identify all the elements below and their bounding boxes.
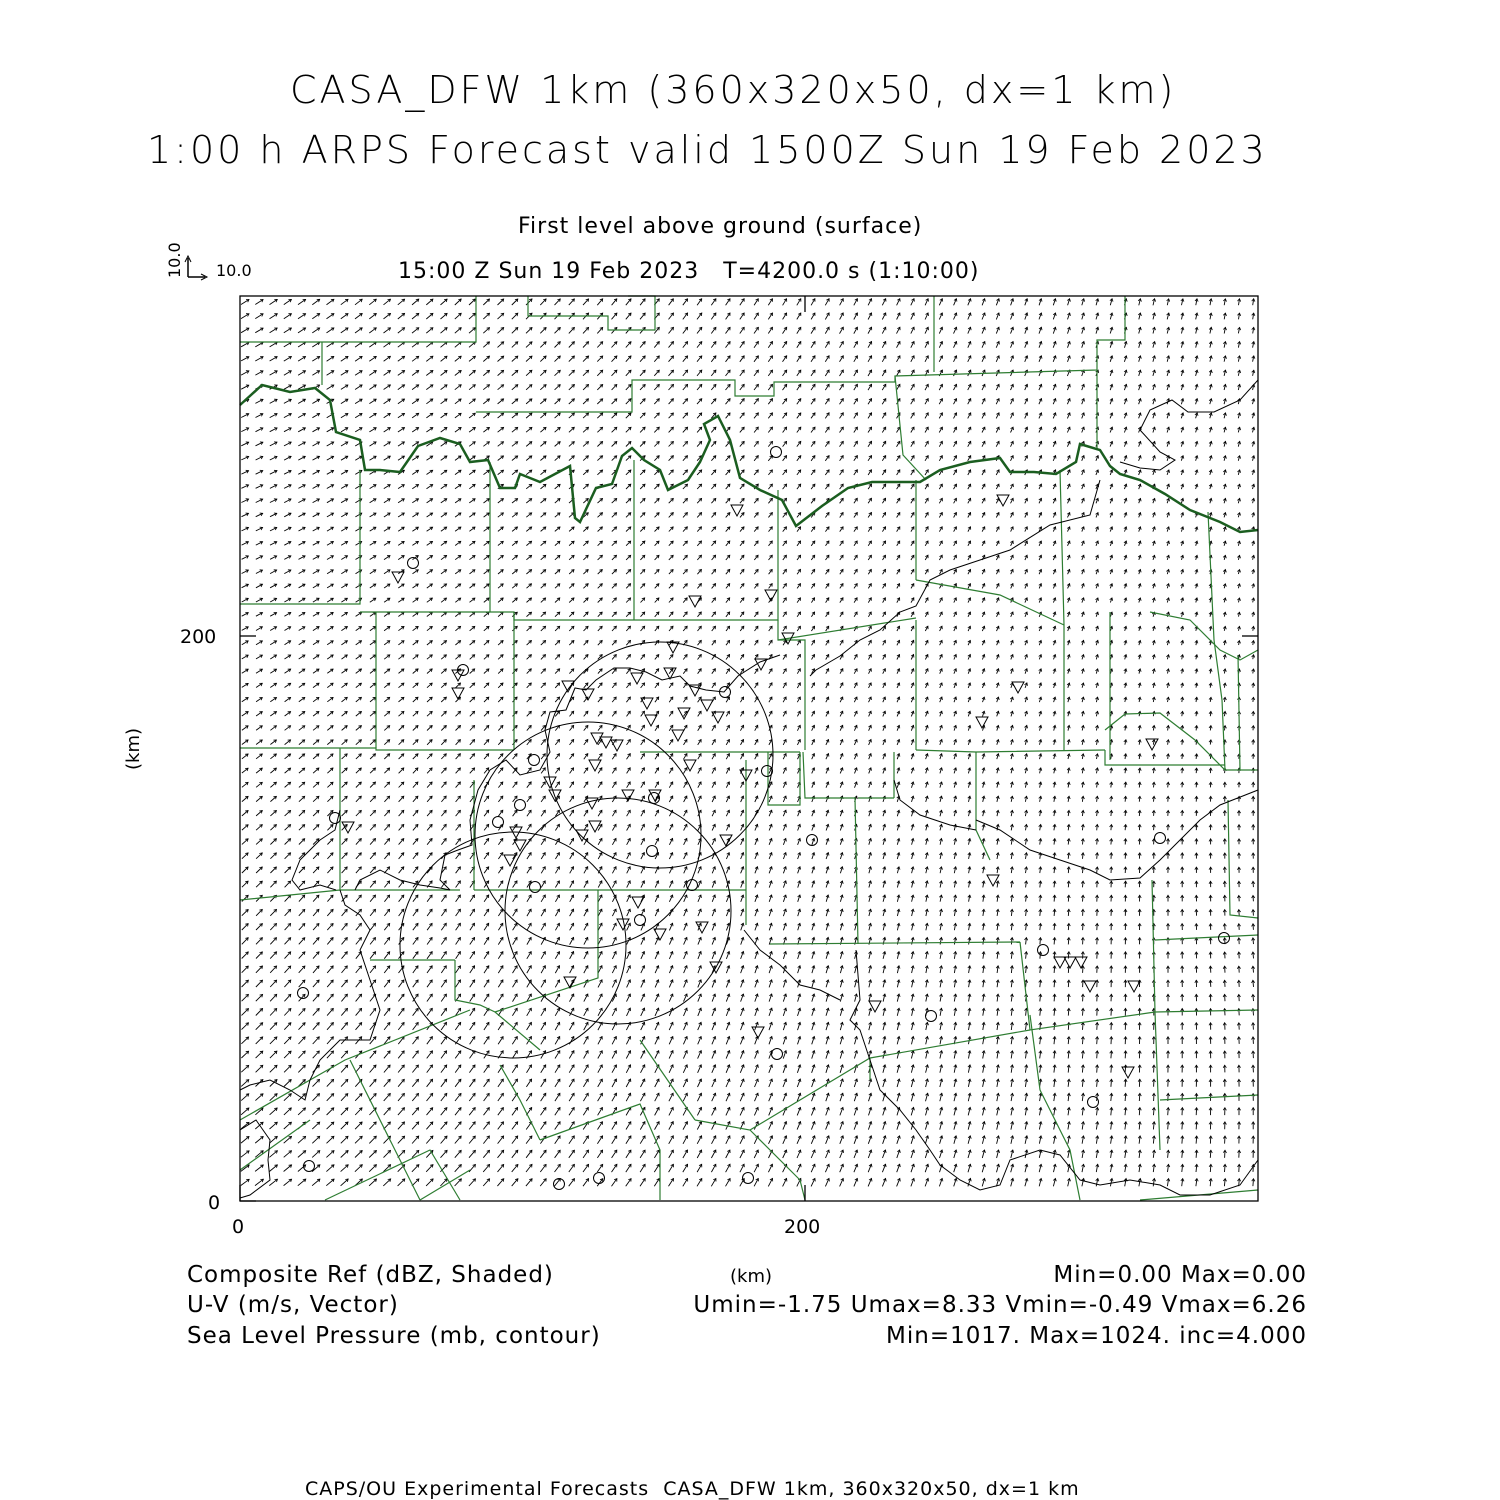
wind-vector: [426, 299, 433, 305]
wind-vector: [512, 313, 518, 319]
vector-scale-icon: [185, 256, 207, 280]
wind-vector: [398, 299, 405, 305]
wind-vector: [483, 313, 489, 319]
title-line-2: 1:00 h ARPS Forecast valid 1500Z Sun 19 Feb 2023: [147, 128, 1268, 172]
wind-vector: [498, 299, 504, 305]
wind-vector: [512, 299, 518, 305]
wind-vector: [483, 299, 489, 305]
wind-vector: [555, 299, 561, 305]
wind-vector: [540, 299, 546, 305]
title-line-1: CASA_DFW 1km (360x320x50, dx=1 km): [290, 68, 1177, 112]
wind-vector: [526, 299, 532, 305]
wind-vector: [369, 299, 376, 305]
wind-vector: [469, 313, 475, 319]
wind-vector: [412, 299, 419, 305]
wind-vector: [512, 328, 518, 334]
wind-vector: [540, 328, 546, 334]
wind-vector: [441, 299, 448, 305]
wind-vector: [441, 313, 448, 319]
level-subtitle: First level above ground (surface): [518, 214, 923, 239]
vector-scale-y-label: 10.0: [165, 242, 184, 278]
vector-scale-x-label: 10.0: [216, 261, 252, 280]
wind-vector: [469, 299, 475, 305]
wind-vector: [455, 313, 461, 319]
wind-vector: [498, 328, 504, 334]
wind-vector: [384, 299, 391, 305]
wind-vector: [455, 299, 461, 305]
wind-vector: [526, 328, 532, 334]
wind-vectors: [241, 299, 1255, 1187]
wind-vector: [498, 313, 504, 319]
time-subtitle: 15:00 Z Sun 19 Feb 2023 T=4200.0 s (1:10:00): [398, 259, 980, 284]
